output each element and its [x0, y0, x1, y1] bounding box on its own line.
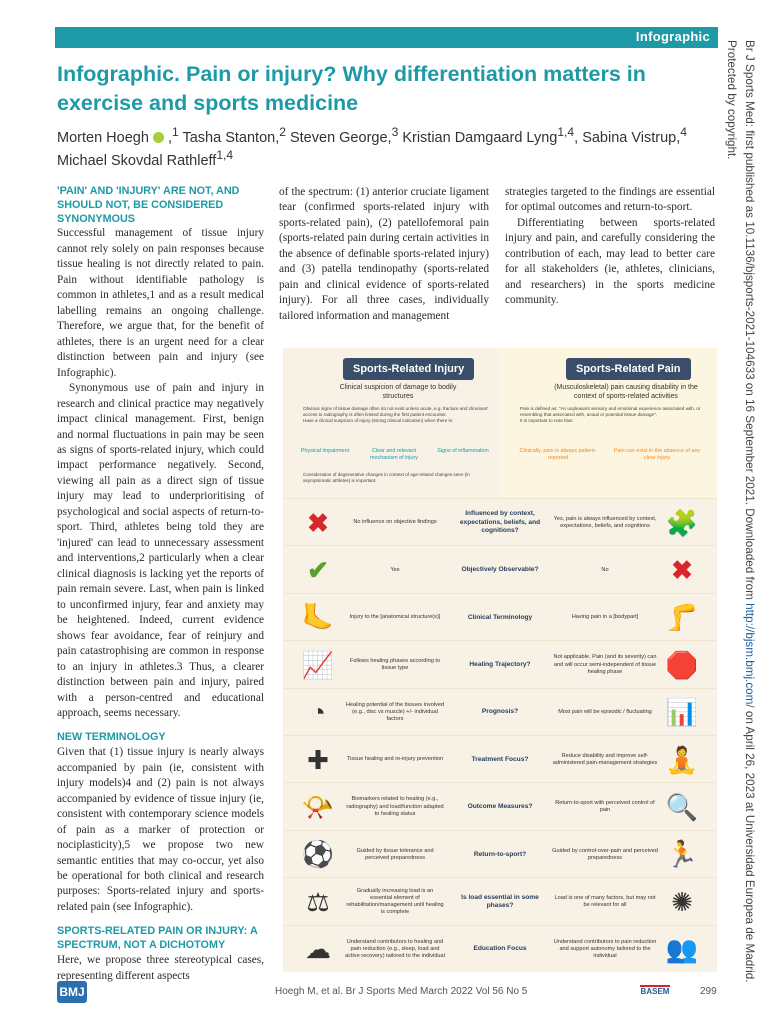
injury-cell: Injury to the [anatomical structure(s)] [349, 614, 441, 621]
page-footer [0, 979, 768, 1009]
author-name[interactable]: Kristian Damgaard Lyng [402, 129, 558, 146]
pain-cell: Most pain will be episodic / fluctuating [558, 708, 652, 715]
scale-icon: ⚖ [306, 886, 330, 917]
section-band [55, 27, 718, 48]
paragraph: Here, we propose three stereotypical cases, representing different aspects [57, 954, 264, 982]
paragraph: strategies targeted to the findings are essential for optimal outcomes and return-to-sport. [505, 186, 715, 214]
section-label: Infographic [635, 29, 710, 44]
injury-subtitle: Clinical suspicion of damage to bodily structures [339, 384, 457, 400]
trend-up-icon: 📈 [301, 649, 335, 680]
pain-cell: Not applicable. Pain (and its severity) can and will occur semi-independent of tissue healing phase [553, 654, 657, 675]
author-name[interactable]: Morten Hoegh [57, 129, 149, 146]
comparison-row [283, 735, 717, 782]
comparison-row [283, 925, 717, 972]
injury-tag: Physical impairment [300, 448, 350, 454]
cross-icon: ✖ [671, 554, 693, 585]
check-icon: ✔ [307, 554, 329, 585]
pain-subtitle: (Musculoskeletal) pain causing disability in the context of sports-related activities [554, 384, 698, 400]
basem-logo: BASEM [640, 985, 670, 1003]
injury-cell: Follows healing phases according to tissue type [349, 657, 441, 672]
pain-title: Sports-Related Pain [566, 358, 691, 380]
column-3 [505, 185, 715, 309]
pain-cell: Understand contributors to pain reduction and support autonomy tailored to the individual [553, 938, 657, 960]
paragraph: Synonymous use of pain and injury in research and clinical practice may negatively impact clinical management. First, benign and normal fluctuations in pain may be seen as signs of sports-related injury, which could impact performance negatively. Second, viewing all pain as a direct sign of tissue injury may lead to underprioritising of psychological and social aspects of return-to-sport. Third, athletes being told they are 'injured' can lead to unnecessary assessment and interventions,2 particularly when a clear clinical diagnosis is lacking yet the reports of pain remain severe. Last, when pain is linked to unconfirmed injury, fear and anxiety may be heightened. Indeed, current evidence shows fear avoidance, fear of reinjury and pain catastrophising are common in response to an injury in athletes.3 Thus, a clearer distinction between pain and injury, paired with a person-centred and educational approach, seems necessary. [57, 382, 264, 719]
criterion-label: Is load essential in some phases? [461, 893, 539, 910]
criterion-label: Prognosis? [481, 708, 519, 716]
author-name[interactable]: Tasha Stanton [182, 129, 276, 146]
comparison-row [283, 688, 717, 735]
education-people-icon: 👥 [665, 934, 699, 965]
author-list: Morten Hoegh ,$^1$ Tasha Stanton,$^2$ Steven George,$^3$ Kristian Damgaard Lyng$^{1,4}$, Sabina Vistrup,$^4$ Michael Skovdal Rathleff$^{1,4}$ [57, 125, 687, 169]
criterion-label: Clinical Terminology [467, 613, 533, 621]
pain-cell: Yes, pain is always influenced by context, expectations, beliefs, and cognitions [553, 515, 657, 529]
bullet: Obvious signs of tissue damage often do not exist unless acute, e.g. fracture and clinicians' access to radiography is often limited during the first patient encounter. [303, 406, 489, 417]
ankle-brace-icon: 🦶 [301, 602, 335, 633]
magnifier-icon: 🔍 [665, 791, 699, 822]
paragraph: Successful management of tissue injury cannot rely solely on pain responses because tissue healing is not directly related to pain. Pain without identifiable pathology is common in athletes,1 and as a result medical labelling remains an ongoing challenge. Therefore, we argue that, for the benefit of athletes, there is an urgent need for a clear distinction between pain and injury (see Infographic). [57, 227, 264, 379]
comparison-row [283, 640, 717, 687]
bandage-icon: ✚ [307, 744, 329, 775]
infographic [283, 348, 717, 972]
sleep-cloud-icon: ☁ [305, 934, 331, 965]
stretching-person-icon: 🧘 [665, 744, 699, 775]
pain-tag: Pain can exist in the absence of any clear injury [613, 448, 701, 461]
section-heading: NEW TERMINOLOGY [57, 731, 166, 744]
section-heading: SPORTS-RELATED PAIN OR INJURY: A SPECTRUM, NOT A DICHOTOMY [57, 925, 258, 952]
bmj-logo: BMJ [57, 981, 87, 1003]
runner-icon: 🏃 [665, 839, 699, 870]
bullet: Have a clinical suspicion of injury (strong clinical indication) when there is: [303, 417, 454, 423]
injury-tag: Clear and relevant mechanism of injury [370, 448, 418, 461]
stop-sign-icon: 🛑 [665, 649, 699, 680]
comparison-row [283, 498, 717, 545]
cross-icon: ✖ [307, 507, 329, 538]
criterion-label: Objectively Observable? [461, 566, 539, 574]
injury-tag: Signs of inflammation [437, 448, 489, 454]
injury-title: Sports-Related Injury [343, 358, 474, 380]
bullet: It is important to note that: [520, 417, 574, 423]
orcid-icon[interactable] [153, 132, 164, 143]
pain-cell: Return-to-sport with perceived control of pain [555, 800, 655, 814]
author-name[interactable]: Steven George [289, 129, 388, 146]
injury-bullets [303, 406, 493, 424]
comparison-row [283, 877, 717, 924]
author-name[interactable]: Michael Skovdal Rathleff [57, 152, 217, 169]
comparison-row [283, 830, 717, 877]
comparison-row [283, 782, 717, 829]
criterion-label: Outcome Measures? [467, 803, 533, 811]
injury-cell: Biomarkers related to healing (e.g., radiography) and load/function adapted to healing status [346, 796, 444, 818]
pain-cell: Load is one of many factors, but may not be relevant for all [554, 894, 656, 909]
criterion-label: Treatment Focus? [471, 755, 529, 763]
citation: Hoegh M, et al. Br J Sports Med March 2022 Vol 56 No 5 [275, 986, 528, 997]
injury-cell: Yes [390, 566, 400, 573]
bjsm-link[interactable]: http://bjsm.bmj.com/ [743, 603, 756, 708]
horn-icon: 📯 [301, 791, 335, 822]
column-2 [279, 185, 489, 324]
pain-cell: No [601, 566, 609, 573]
criterion-label: Education Focus [473, 945, 527, 953]
painful-knee-icon: 🦵 [665, 602, 699, 633]
criterion-label: Return-to-sport? [473, 850, 527, 858]
puzzle-icon: 🧩 [665, 507, 699, 538]
fluctuating-chart-icon: 📊 [665, 697, 699, 728]
pain-cell: Guided by control-over-pain and perceived preparedness [552, 847, 658, 861]
article-title: Infographic. Pain or injury? Why differentiation matters in exercise and sports medicine [57, 62, 646, 115]
column-1 [57, 185, 264, 984]
paragraph: Differentiating between sports-related injury and pain, and carefully considering the contribution of each, may lead to better care for all stakeholders (ie, athletes, clinicians, and researchers) in the sports medicine community. [505, 216, 715, 307]
paragraph: of the spectrum: (1) anterior cruciate ligament tear (confirmed sports-related injury with sports-related pain), (2) patellofemoral pain (sports-related pain during certain activities in the absence of definable sports-related injury) and (3) patella tendinopathy (sports-related pain and clinical evidence of sports-related injury). For all three cases, individually tailored information and management [279, 186, 489, 322]
paragraph: Given that (1) tissue injury is nearly always accompanied by pain (ie, consistent with injury models)4 and (2) pain is not always accompanied by evidence of tissue injury (ie, consistent with contemporary science models of pain as a marker of protection or nociplasticity),5 we propose two new semantic entities that may co-occur, yet also be operational for both clinical and research purposes: Sports-related injury and sports-related pain (see Infographic). [57, 746, 264, 913]
bullet: Pain is defined as: "An unpleasant sensory and emotional experience associated with, or resembling that associated with, actual or potential tissue damage". [520, 406, 701, 417]
injury-cell: Tissue healing and re-injury prevention [346, 756, 444, 763]
page-number: 299 [700, 986, 717, 997]
author-name[interactable]: Sabina Vistrup [582, 129, 677, 146]
section-heading: 'PAIN' AND 'INJURY' ARE NOT, AND SHOULD NOT, BE CONSIDERED SYNONYMOUS [57, 185, 240, 225]
comparison-row [283, 545, 717, 592]
injury-cell: Understand contributors to healing and pain reduction (e.g., sleep, load and active recovery) tailored to the individual [345, 938, 445, 960]
gauge-icon: ◔ [310, 697, 326, 728]
network-icon: ✺ [671, 886, 693, 917]
injury-cell: No influence on objective findings [353, 519, 437, 526]
pain-cell: Having pain in a [bodypart] [571, 614, 639, 621]
injury-note: Consideration of degenerative changes in context of age-related changes seen (in asymptomatic athletes) is important. [303, 472, 470, 483]
injury-cell: Guided by tissue tolerance and perceived preparedness [356, 847, 434, 861]
pain-tag: Clinically, pain is always patient-reported [519, 448, 597, 461]
comparison-row [283, 593, 717, 640]
football-icon: ⚽ [301, 839, 335, 870]
criterion-label: Influenced by context, expectations, beliefs, and cognitions? [459, 510, 541, 535]
pain-bullets [520, 406, 710, 424]
pain-cell: Reduce disability and improve self-administered pain-management strategies [552, 752, 658, 766]
side-notice: Br J Sports Med: first published as 10.1136/bjsports-2021-104633 on 16 September 2021. Downloaded from http://bjsm.bmj.com/ on April 26, 2023 at Universidad Europea de Madrid. Protected by copyright. [724, 40, 756, 983]
injury-cell: Gradually increasing load is an essential element of rehabilitation/management until healing is complete [346, 887, 444, 916]
injury-cell: Healing potential of the tissues involved (e.g., disc vs muscle) +/- individual factors [345, 701, 445, 723]
criterion-label: Healing Trajectory? [469, 660, 531, 668]
